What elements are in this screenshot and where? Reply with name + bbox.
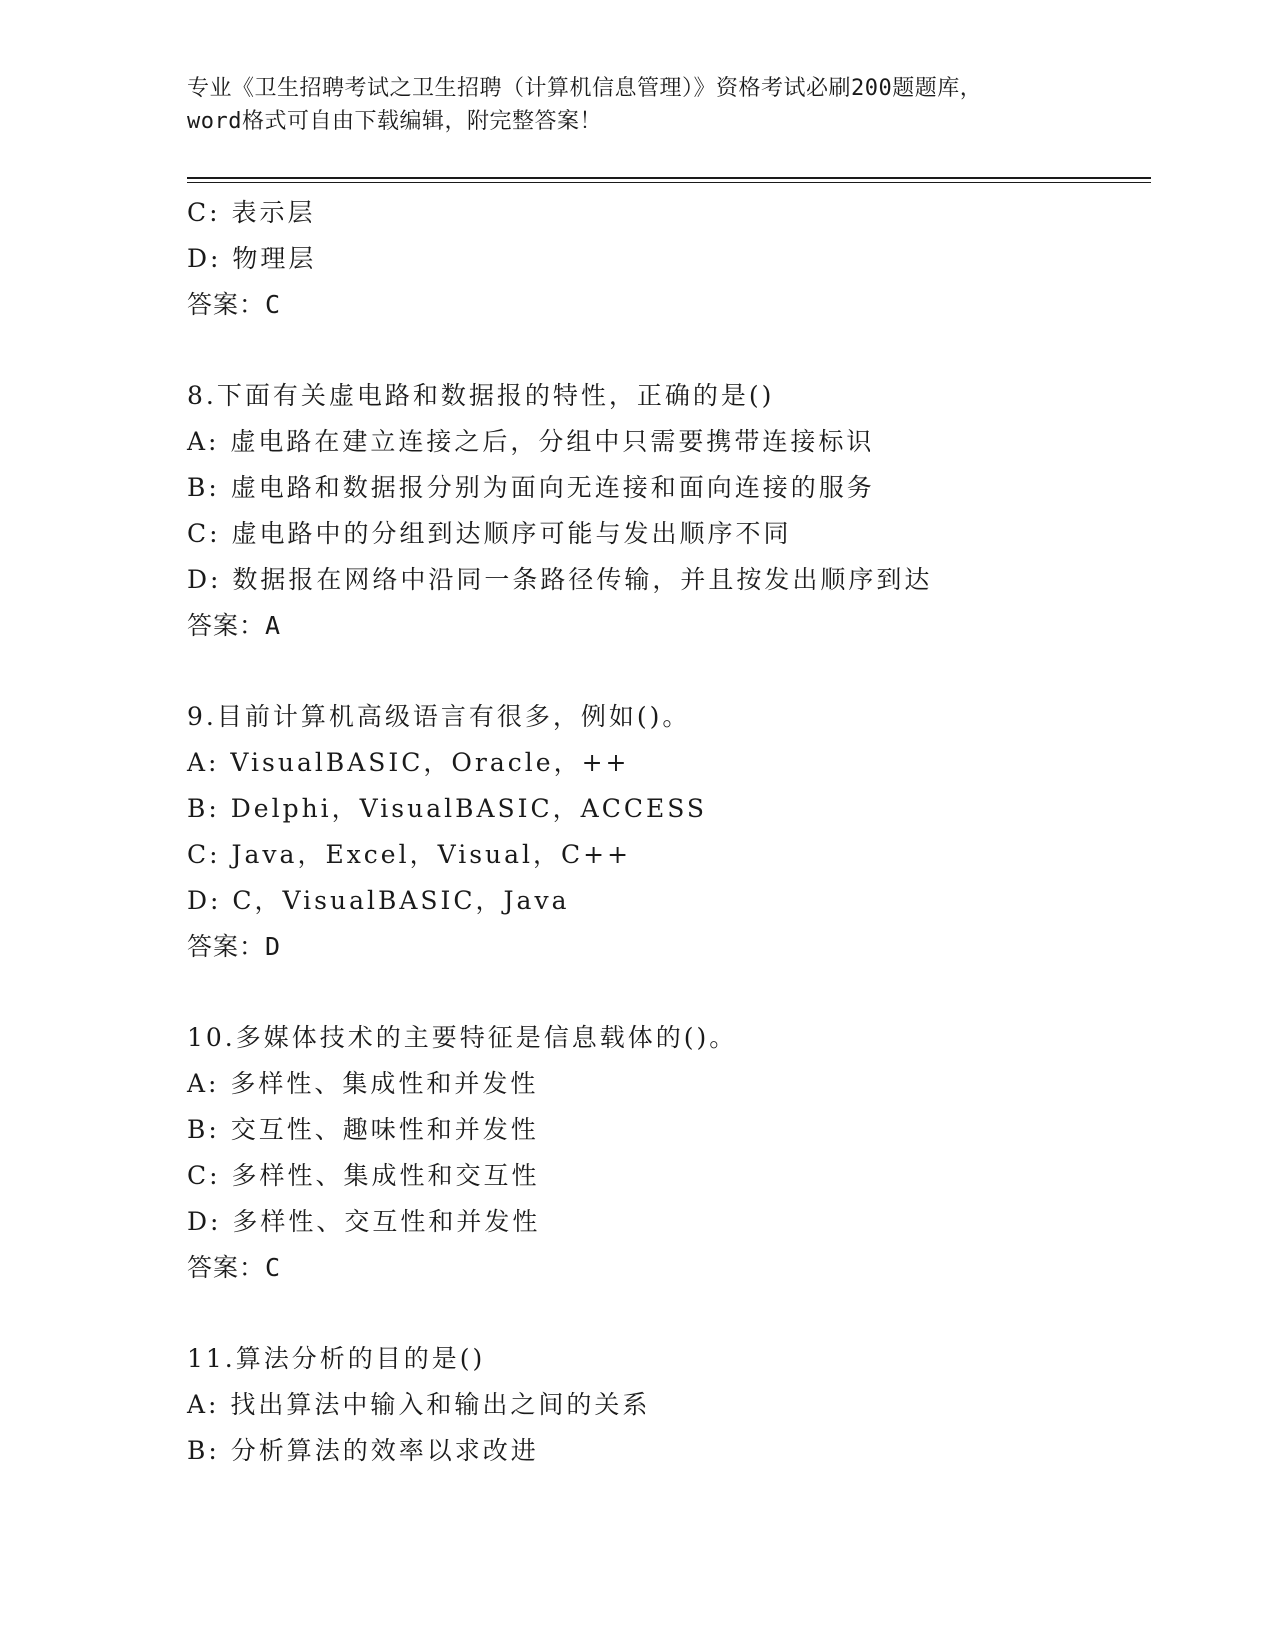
question-9 [187,694,1147,970]
document-header [187,72,1087,138]
header-title-line-2: word格式可自由下载编辑，附完整答案！ [187,109,602,134]
answer-line: 答案：C [187,1253,282,1282]
option-a: A: 多样性、集成性和并发性 [187,1069,539,1098]
option-c: C: 多样性、集成性和交互性 [187,1161,540,1190]
header-divider-thick [187,177,1151,179]
option-c: C: 表示层 [187,198,316,227]
question-list [187,190,1147,1474]
spacer [187,328,1147,373]
option-d: D: C，VisualBASIC，Java [187,886,570,915]
question-stem: 11.算法分析的目的是() [187,1344,486,1373]
answer-line: 答案：C [187,290,282,319]
question-11 [187,1336,1147,1474]
header-divider-thin [187,182,1151,183]
option-b: B: 分析算法的效率以求改进 [187,1436,539,1465]
option-b: B: 虚电路和数据报分别为面向无连接和面向连接的服务 [187,473,875,502]
option-a: A: VisualBASIC，Oracle，++ [187,748,630,777]
option-b: B: Delphi，VisualBASIC，ACCESS [187,794,708,823]
spacer [187,649,1147,694]
option-a: A: 虚电路在建立连接之后，分组中只需要携带连接标识 [187,427,875,456]
question-stem: 10.多媒体技术的主要特征是信息载体的()。 [187,1023,738,1052]
option-c: C: 虚电路中的分组到达顺序可能与发出顺序不同 [187,519,792,548]
question-7-partial [187,190,1147,328]
header-title-line-1: 专业《卫生招聘考试之卫生招聘（计算机信息管理）》资格考试必刷200题题库， [187,76,983,101]
question-8 [187,373,1147,649]
question-10 [187,1015,1147,1291]
spacer [187,1291,1147,1336]
option-d: D: 多样性、交互性和并发性 [187,1207,541,1236]
spacer [187,970,1147,1015]
option-d: D: 物理层 [187,244,317,273]
option-c: C: Java，Excel，Visual，C++ [187,840,632,869]
option-d: D: 数据报在网络中沿同一条路径传输，并且按发出顺序到达 [187,565,933,594]
question-stem: 9.目前计算机高级语言有很多，例如()。 [187,702,691,731]
question-stem: 8.下面有关虚电路和数据报的特性，正确的是() [187,381,775,410]
answer-line: 答案：A [187,611,282,640]
option-b: B: 交互性、趣味性和并发性 [187,1115,539,1144]
option-a: A: 找出算法中输入和输出之间的关系 [187,1390,651,1419]
answer-line: 答案：D [187,932,282,961]
